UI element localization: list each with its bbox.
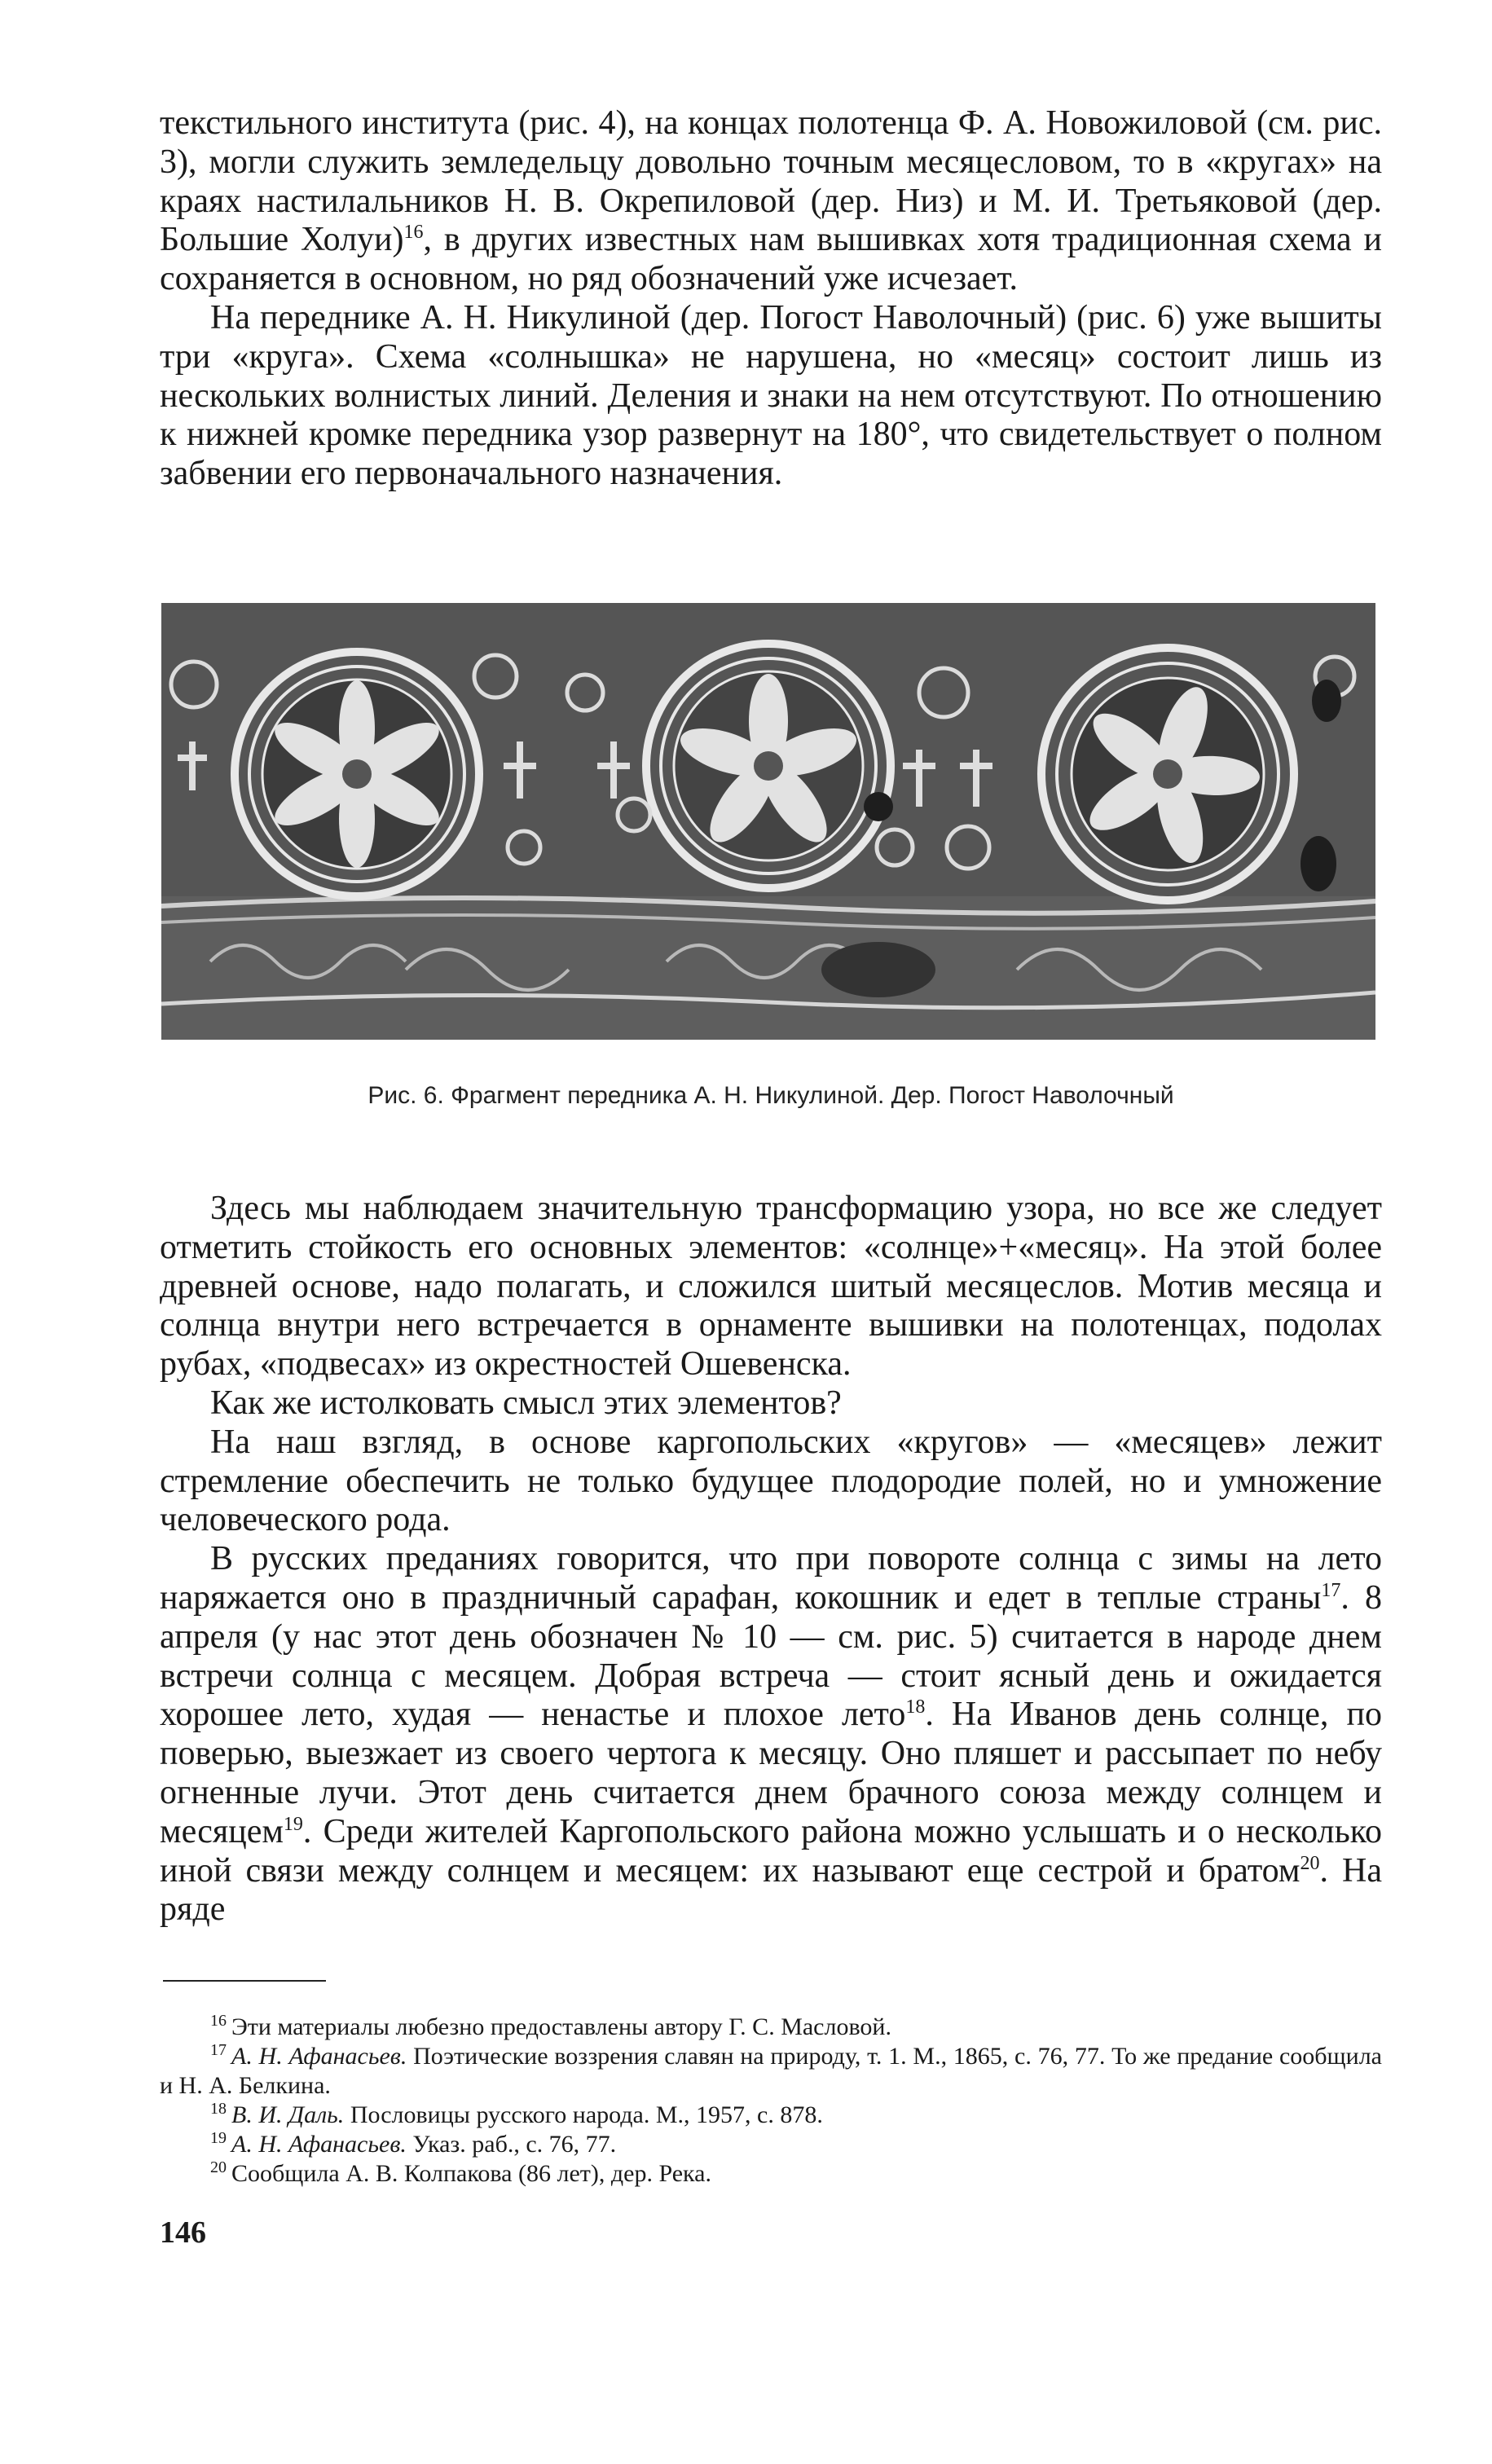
paragraph-text: На переднике А. Н. Никулиной (дер. Погост Наволочный) (рис. 6) уже вышиты три «круга». Схема «солнышка» не нарушена, но «месяц» состоит лишь из нескольких волнистых линий. Деления и знаки на нем отсутствуют. По отношению к нижней кромке передника узор развернут на 180°, что свидетельствует о полном забвении его первоначального назначения. [160, 298, 1382, 493]
bottom-text-block [160, 1190, 1382, 1929]
footnote-ref-19[interactable]: 19 [283, 1813, 303, 1835]
footnote-17 [160, 2042, 1382, 2101]
footnote-number: 19 [210, 2129, 227, 2147]
paragraph-text: . 8 апреля (у нас этот день обозначен № 10 — см. рис. 5) считается в народе днем встречи солнца с месяцем. Добрая встреча — стоит ясный день и ожидается хорошее лето, худая — ненастье и плохое лето [160, 1578, 1383, 1734]
footnote-ref-17[interactable]: 17 [1321, 1579, 1341, 1601]
footnote-text: Указ. раб., с. 76, 77. [406, 2131, 617, 2158]
top-text-block [160, 104, 1382, 494]
paragraph-text: . На ряде [160, 1851, 1382, 1929]
footnote-ref-16[interactable]: 16 [403, 222, 424, 244]
footnote-number: 18 [210, 2100, 227, 2118]
footnote-author: А. Н. Афанасьев. [231, 2131, 407, 2158]
paragraph-text: Как же истолковать смысл этих элементов? [210, 1384, 842, 1422]
embroidery-photo [161, 603, 1375, 1040]
footnote-author: А. Н. Афанасьев. [231, 2043, 407, 2070]
footnote-18 [160, 2101, 1382, 2130]
paragraph-text: В русских преданиях говорится, что при повороте солнца с зимы на лето наряжается оно в праздничный сарафан, кокошник и едет в теплые страны [160, 1540, 1382, 1617]
footnote-text: Поэтические воззрения славян на природу, т. 1. М., 1865, с. 76, 77. То же предание сообщила и Н. А. Белкина. [160, 2043, 1382, 2099]
figure-caption: Рис. 6. Фрагмент передника А. Н. Никулиной. Дер. Погост Наволочный [367, 1082, 1174, 1109]
footnote-author: В. И. Даль. [231, 2101, 345, 2128]
paragraph-3 [160, 1190, 1382, 1384]
paragraph-text: . На Иванов день солнце, по поверью, выезжает из своего чертога к месяцу. Оно пляшет и рассыпает по небу огненные лучи. Этот день считается днем брачного союза между солнцем и месяцем [160, 1696, 1382, 1850]
paragraph-1 [160, 104, 1382, 299]
footnote-text: Сообщила А. В. Колпакова (86 лет), дер. Река. [231, 2160, 711, 2187]
page-number: 146 [160, 2215, 206, 2250]
footnote-19 [160, 2130, 1382, 2159]
paragraph-4 [160, 1384, 1382, 1423]
paragraph-text: , в других известных нам вышивках хотя традиционная схема и сохраняется в основном, но ряд обозначений уже исчезает. [160, 221, 1382, 298]
footnotes [160, 2013, 1382, 2189]
footnote-16 [160, 2013, 1382, 2042]
paragraph-text: Здесь мы наблюдаем значительную трансформацию узора, но все же следует отметить стойкость его основных элементов: «солнце»+«месяц». На этой более древней основе, надо полагать, и сложился шитый месяцеслов. Мотив месяца и солнца внутри него встречается в орнаменте вышивки на полотенцах, подолах рубах, «подвесах» из окрестностей Ошевенска. [160, 1190, 1382, 1384]
footnote-text: Эти материалы любезно предоставлены автору Г. С. Масловой. [231, 2013, 891, 2040]
paragraph-text: текстильного института (рис. 4), на концах полотенца Ф. А. Новожиловой (см. рис. 3), могли служить земледельцу довольно точным месяцесловом, то в «кругах» на краях настилальников Н. В. Окрепиловой (дер. Низ) и М. И. Третьяковой (дер. Большие Холуи) [160, 104, 1382, 259]
footnote-number: 17 [210, 2041, 227, 2059]
figure-apron-embroidery [161, 603, 1375, 1040]
paragraph-2 [160, 299, 1382, 494]
footnote-text: Пословицы русского народа. М., 1957, с. 878. [344, 2101, 823, 2128]
footnote-number: 16 [210, 2012, 227, 2030]
footnote-number: 20 [210, 2158, 227, 2176]
footnote-20 [160, 2159, 1382, 2189]
paragraph-text: На наш взгляд, в основе каргопольских «кругов» — «месяцев» лежит стремление обеспечить не только будущее плодородие полей, но и умножение человеческого рода. [160, 1423, 1382, 1539]
footnote-divider [163, 1980, 326, 1982]
footnote-ref-20[interactable]: 20 [1300, 1852, 1320, 1874]
paragraph-text: . Среди жителей Каргопольского района можно услышать и о несколько иной связи между солнцем и месяцем: их называют еще сестрой и братом [160, 1812, 1382, 1890]
paragraph-6 [160, 1540, 1382, 1929]
paragraph-5 [160, 1423, 1382, 1540]
footnote-ref-18[interactable]: 18 [905, 1696, 926, 1718]
